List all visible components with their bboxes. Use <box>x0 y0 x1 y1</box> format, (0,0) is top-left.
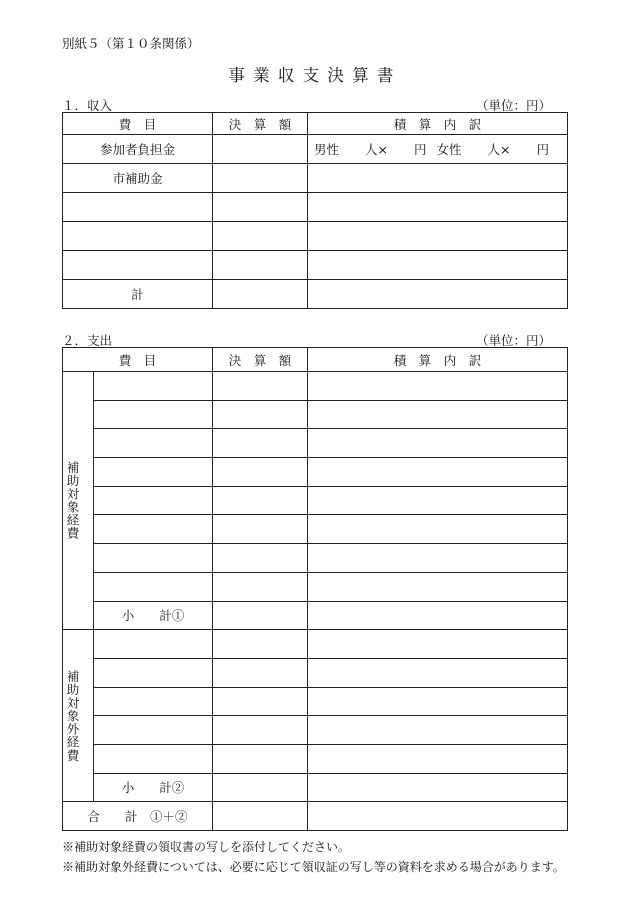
breakdown-female-unit: 人× <box>487 142 511 157</box>
expense-item-cell[interactable] <box>94 630 213 659</box>
table-row <box>63 572 568 601</box>
income-total-breakdown[interactable] <box>308 280 568 309</box>
expense-amount-cell[interactable] <box>213 515 308 544</box>
income-total-label: 計 <box>63 280 213 309</box>
expense-header-breakdown: 積 算 内 訳 <box>308 348 568 372</box>
expense-amount-cell[interactable] <box>213 716 308 745</box>
income-breakdown-cell[interactable] <box>308 135 568 164</box>
breakdown-male-unit: 人× <box>365 142 388 157</box>
table-row <box>63 515 568 544</box>
income-amount-cell[interactable] <box>213 193 308 222</box>
expense-breakdown-cell[interactable] <box>308 372 568 401</box>
income-amount-cell[interactable] <box>213 222 308 251</box>
expense-item-cell[interactable] <box>94 744 213 773</box>
subsidized-group-label: 補助対象経費 <box>65 461 80 540</box>
expense-amount-cell[interactable] <box>213 630 308 659</box>
income-section-label: １．収入 <box>62 98 113 113</box>
grand-total-row <box>63 802 568 831</box>
table-row <box>63 744 568 773</box>
table-row <box>63 372 568 401</box>
expense-breakdown-cell[interactable] <box>308 687 568 716</box>
income-item-cell: 参加者負担金 <box>63 135 213 164</box>
grand-total-breakdown[interactable] <box>308 802 568 831</box>
expense-breakdown-cell[interactable] <box>308 744 568 773</box>
expense-breakdown-cell[interactable] <box>308 429 568 458</box>
non-subsidized-group-cell <box>63 630 94 802</box>
expense-breakdown-cell[interactable] <box>308 716 568 745</box>
expense-item-cell[interactable] <box>94 544 213 573</box>
income-amount-cell[interactable] <box>213 135 308 164</box>
expense-amount-cell[interactable] <box>213 687 308 716</box>
expense-section-label: ２．支出 <box>62 333 113 348</box>
table-row <box>63 544 568 573</box>
table-row <box>63 164 568 193</box>
income-amount-cell[interactable] <box>213 251 308 280</box>
expense-item-cell[interactable] <box>94 372 213 401</box>
expense-amount-cell[interactable] <box>213 458 308 487</box>
expense-item-cell[interactable] <box>94 572 213 601</box>
expense-amount-cell[interactable] <box>213 544 308 573</box>
table-row <box>63 687 568 716</box>
table-row <box>63 458 568 487</box>
subsidized-group-cell <box>63 372 94 630</box>
note-receipts: ※補助対象経費の領収書の写しを添付してください。 <box>62 840 351 854</box>
expense-item-cell[interactable] <box>94 400 213 429</box>
income-total-amount[interactable] <box>213 280 308 309</box>
expense-breakdown-cell[interactable] <box>308 458 568 487</box>
expense-item-cell[interactable] <box>94 429 213 458</box>
expense-item-cell[interactable] <box>94 658 213 687</box>
income-header-breakdown: 積 算 内 訳 <box>308 113 568 135</box>
table-row <box>63 135 568 164</box>
income-table <box>62 112 568 309</box>
expense-unit-label: （単位：円） <box>475 333 551 348</box>
subsidized-subtotal-label: 小 計① <box>94 601 213 630</box>
table-row <box>63 429 568 458</box>
expense-header-amount: 決 算 額 <box>213 348 308 372</box>
table-row <box>63 400 568 429</box>
table-row <box>63 222 568 251</box>
subsidized-subtotal-row <box>63 601 568 630</box>
income-breakdown-cell[interactable] <box>308 193 568 222</box>
non-subsidized-subtotal-row <box>63 773 568 802</box>
income-amount-cell[interactable] <box>213 164 308 193</box>
breakdown-female-yen: 円 <box>536 142 550 157</box>
expense-item-cell[interactable] <box>94 716 213 745</box>
expense-amount-cell[interactable] <box>213 572 308 601</box>
income-total-row <box>63 280 568 309</box>
expense-breakdown-cell[interactable] <box>308 400 568 429</box>
income-breakdown-cell[interactable] <box>308 222 568 251</box>
expense-breakdown-cell[interactable] <box>308 658 568 687</box>
table-row <box>63 716 568 745</box>
breakdown-female-label: 女性 <box>436 142 462 157</box>
expense-item-cell[interactable] <box>94 515 213 544</box>
non-subsidized-subtotal-breakdown[interactable] <box>308 773 568 802</box>
table-row <box>63 658 568 687</box>
income-item-cell[interactable] <box>63 222 213 251</box>
expense-item-cell[interactable] <box>94 486 213 515</box>
expense-header-item: 費 目 <box>63 348 213 372</box>
grand-total-label: 合 計 ①＋② <box>63 802 213 831</box>
table-row <box>63 193 568 222</box>
subsidized-subtotal-breakdown[interactable] <box>308 601 568 630</box>
expense-amount-cell[interactable] <box>213 486 308 515</box>
expense-breakdown-cell[interactable] <box>308 486 568 515</box>
breakdown-male-yen: 円 <box>414 142 427 157</box>
income-item-cell[interactable] <box>63 193 213 222</box>
expense-item-cell[interactable] <box>94 687 213 716</box>
non-subsidized-subtotal-label: 小 計② <box>94 773 213 802</box>
table-row <box>63 630 568 659</box>
grand-total-amount[interactable] <box>213 802 308 831</box>
form-number: 別紙５（第１０条関係） <box>62 36 200 51</box>
expense-amount-cell[interactable] <box>213 429 308 458</box>
income-breakdown-cell[interactable] <box>308 251 568 280</box>
expense-amount-cell[interactable] <box>213 372 308 401</box>
expense-amount-cell[interactable] <box>213 400 308 429</box>
expense-amount-cell[interactable] <box>213 658 308 687</box>
income-unit-label: （単位：円） <box>475 98 551 113</box>
expense-item-cell[interactable] <box>94 458 213 487</box>
table-row <box>63 251 568 280</box>
expense-breakdown-cell[interactable] <box>308 630 568 659</box>
table-row <box>63 486 568 515</box>
expense-table <box>62 347 568 831</box>
expense-amount-cell[interactable] <box>213 744 308 773</box>
note-non-subsidized: ※補助対象外経費については、必要に応じて領収証の写し等の資料を求める場合があります。 <box>62 860 565 874</box>
non-subsidized-subtotal-amount[interactable] <box>213 773 308 802</box>
expense-breakdown-cell[interactable] <box>308 572 568 601</box>
income-breakdown-cell[interactable] <box>308 164 568 193</box>
income-header-amount: 決 算 額 <box>213 113 308 135</box>
income-item-cell[interactable] <box>63 251 213 280</box>
income-header-item: 費 目 <box>63 113 213 135</box>
non-subsidized-group-label: 補助対象外経費 <box>65 669 80 762</box>
document-title: 事業収支決算書 <box>228 66 402 85</box>
expense-breakdown-cell[interactable] <box>308 544 568 573</box>
breakdown-male-label: 男性 <box>314 142 340 157</box>
subsidized-subtotal-amount[interactable] <box>213 601 308 630</box>
expense-breakdown-cell[interactable] <box>308 515 568 544</box>
income-item-cell: 市補助金 <box>63 164 213 193</box>
